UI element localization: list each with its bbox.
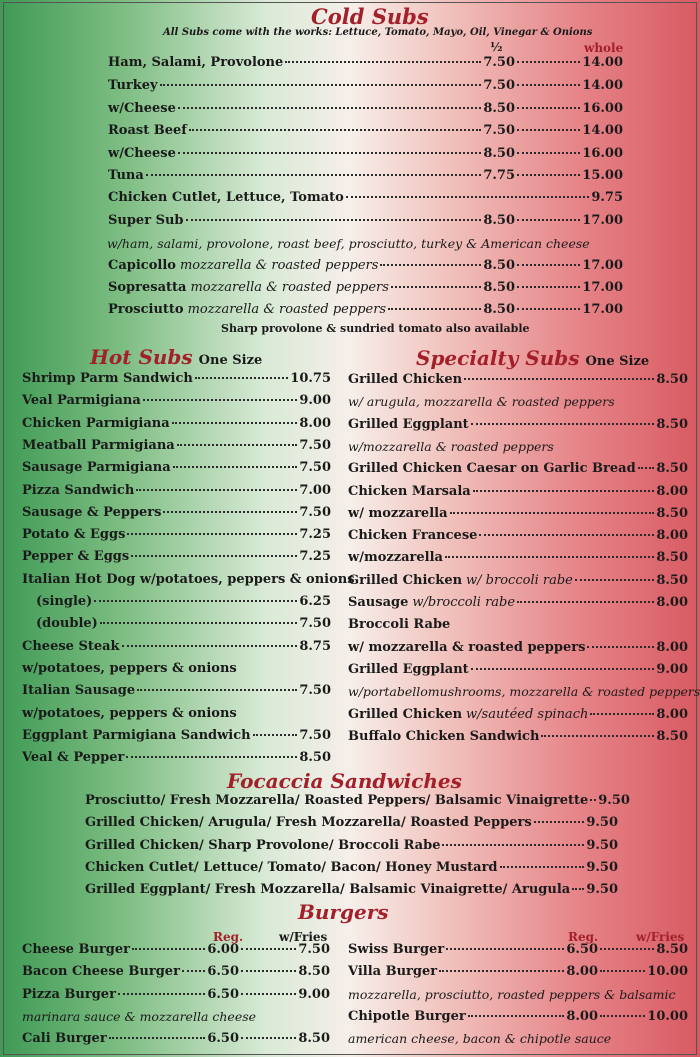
menu-item (22, 683, 331, 703)
fries-price: 8.50 (298, 964, 330, 980)
dot-leader (100, 622, 298, 624)
super-sub-desc: w/ham, salami, provolone, roast beef, prosciutto, turkey & American cheese (107, 236, 590, 251)
item-price: 9.50 (586, 837, 618, 853)
burger-description: mozzarella, prosciutto, roasted peppers & balsamic (348, 986, 676, 1002)
hot-subs-title-text: Hot Subs (90, 345, 193, 369)
reg-price: 8.00 (566, 964, 598, 980)
reg-price: 6.50 (207, 986, 239, 1002)
menu-item (22, 571, 355, 592)
cold-sub-item (108, 302, 515, 322)
menu-item (22, 416, 331, 436)
burger-fries (239, 987, 330, 1007)
item-name: w/mozzarella (348, 550, 443, 566)
item-price: 7.50 (299, 616, 331, 632)
menu-item (85, 838, 618, 858)
item-price: 8.00 (656, 706, 688, 722)
item-price: 8.50 (656, 505, 688, 521)
item-name: Grilled Chicken Caesar on Garlic Bread (348, 461, 636, 477)
cold-sub-whole (515, 213, 623, 233)
dot-leader (388, 308, 481, 310)
item-name: Cheese Burger (22, 942, 130, 957)
dot-leader (445, 556, 654, 558)
item-name: Grilled Chicken (348, 706, 463, 722)
menu-item (348, 640, 688, 660)
menu-item (36, 594, 331, 614)
menu-item (22, 371, 331, 391)
dot-leader (195, 377, 288, 379)
dot-leader (177, 444, 298, 446)
menu-item (22, 728, 331, 748)
burger-item (22, 942, 239, 962)
dot-leader (241, 970, 296, 972)
cold-sub-whole (515, 101, 623, 121)
reg-price: 6.00 (207, 942, 239, 957)
cold-sub-whole (515, 123, 623, 143)
burger-item (22, 987, 239, 1007)
dot-leader (285, 61, 481, 63)
menu-item (22, 706, 331, 726)
item-name: Prosciutto (108, 302, 184, 317)
item-name: Chicken Marsala (348, 483, 471, 499)
dot-leader (163, 511, 297, 513)
dot-leader (131, 555, 297, 557)
cold-sub-item (108, 55, 515, 75)
col-half-label: ½ (490, 40, 503, 54)
whole-price: 15.00 (582, 168, 623, 183)
item-name: Pepper & Eggs (22, 549, 130, 565)
dot-leader (517, 601, 654, 603)
item-name: Roast Beef (108, 123, 187, 138)
dot-leader (479, 534, 654, 536)
burger-item (348, 942, 598, 962)
item-name: Pizza Sandwich (22, 482, 135, 498)
dot-leader (517, 286, 580, 288)
item-description: w/mozzarella & roasted peppers (348, 438, 554, 454)
item-name: w/ mozzarella & roasted peppers (348, 639, 586, 655)
menu-item (22, 460, 331, 480)
item-price: 9.00 (299, 393, 331, 409)
dot-leader (182, 970, 205, 972)
menu-item (22, 505, 331, 525)
item-name: Sausage Parmigiana (22, 460, 171, 476)
menu-item (85, 793, 630, 813)
half-price: 8.50 (483, 302, 515, 317)
menu-item (36, 616, 331, 636)
burgers-right-reg-label: Reg. (568, 930, 599, 944)
dot-leader (590, 713, 654, 715)
cold-sub-item (108, 78, 515, 98)
menu-item (348, 595, 688, 615)
dot-leader (391, 286, 481, 288)
dot-leader (450, 512, 655, 514)
cold-subs-title: Cold Subs (311, 4, 429, 29)
dot-leader (189, 129, 481, 131)
item-price: 7.50 (299, 437, 331, 453)
specialty-subs-title (416, 346, 649, 370)
item-price: 8.00 (656, 639, 688, 655)
menu-item (85, 815, 618, 835)
half-price: 8.50 (483, 101, 515, 116)
burgers-title: Burgers (298, 900, 389, 924)
burger-fries (598, 1009, 688, 1029)
dot-leader (534, 821, 585, 823)
menu-item (22, 438, 331, 458)
item-name: Shrimp Parm Sandwich (22, 371, 193, 386)
dot-leader (173, 466, 298, 468)
item-name: Broccoli Rabe (348, 617, 451, 633)
item-name: w/Cheese (108, 146, 176, 161)
specialty-subs-title-text: Specialty Subs (416, 346, 580, 370)
item-name: Grilled Chicken/ Sharp Provolone/ Broccoli Rabe (85, 837, 441, 853)
item-price: 8.50 (656, 550, 688, 566)
whole-price: 14.00 (582, 78, 623, 93)
item-price: 7.25 (299, 527, 331, 543)
item-name: Grilled Eggplant (348, 416, 469, 432)
item-name: Super Sub (108, 213, 184, 228)
dot-leader (517, 107, 580, 109)
item-description: mozzarella & roasted peppers (179, 258, 379, 273)
dot-leader (136, 489, 297, 491)
item-price: 8.50 (656, 728, 688, 744)
item-price: 8.50 (656, 461, 688, 477)
menu-item (22, 527, 331, 547)
focaccia-title: Focaccia Sandwiches (227, 769, 462, 793)
cold-sub-item (108, 190, 623, 210)
item-name: Veal Parmigiana (22, 393, 141, 409)
item-name: Sopresatta (108, 280, 187, 295)
item-name: Swiss Burger (348, 942, 445, 957)
burger-item (22, 964, 239, 984)
half-price: 8.50 (483, 213, 515, 228)
dot-leader (517, 308, 580, 310)
cold-sub-item (108, 280, 515, 300)
dot-leader (137, 689, 297, 691)
dot-leader (118, 993, 205, 995)
item-name: (double) (36, 616, 98, 632)
col-whole-label: whole (584, 41, 624, 55)
item-name: Tuna (108, 168, 144, 183)
item-description: mozzarella & roasted peppers (187, 302, 387, 317)
item-price: 7.50 (299, 683, 331, 699)
dot-leader (638, 467, 655, 469)
dot-leader (464, 378, 654, 380)
dot-leader (346, 196, 590, 198)
dot-leader (146, 174, 482, 176)
burger-fries (598, 942, 688, 962)
item-price: 8.50 (299, 750, 331, 766)
item-name: Italian Sausage (22, 683, 136, 699)
whole-price: 17.00 (582, 302, 623, 317)
item-name: Chicken Parmigiana (22, 415, 170, 431)
menu-item (348, 662, 688, 682)
fries-price: 10.00 (647, 964, 688, 980)
menu-item (22, 639, 331, 659)
whole-price: 17.00 (582, 280, 623, 295)
dot-leader (241, 948, 296, 950)
burgers-left-fries-label: w/Fries (279, 930, 328, 944)
burger-fries (239, 942, 330, 962)
dot-leader (380, 264, 481, 266)
item-name: Italian Hot Dog w/potatoes, peppers & onions (22, 571, 355, 587)
dot-leader (517, 152, 580, 154)
menu-item (348, 484, 688, 504)
fries-price: 8.50 (656, 942, 688, 957)
item-price: 7.50 (299, 460, 331, 476)
item-name: Sausage (348, 595, 409, 610)
item-name: Villa Burger (348, 964, 438, 980)
item-price: 9.50 (586, 882, 618, 898)
item-name: Bacon Cheese Burger (22, 964, 180, 980)
cold-sub-item (108, 123, 515, 143)
item-name: Buffalo Chicken Sandwich (348, 728, 540, 744)
half-price: 8.50 (483, 280, 515, 295)
menu-item (348, 707, 688, 727)
dot-leader (471, 423, 655, 425)
item-name: Chipotle Burger (348, 1008, 466, 1024)
dot-leader (241, 993, 296, 995)
burgers-right-fries-label: w/Fries (636, 930, 685, 944)
item-name: w/Cheese (108, 101, 176, 116)
reg-price: 8.00 (566, 1008, 598, 1024)
item-name: (single) (36, 594, 93, 609)
item-name: Chicken Cutlet/ Lettuce/ Tomato/ Bacon/ Honey Mustard (85, 859, 498, 875)
item-name: Chicken Cutlet, Lettuce, Tomato (108, 190, 344, 205)
dot-leader (517, 84, 580, 86)
fries-price: 8.50 (298, 1031, 330, 1047)
cold-sub-item (108, 258, 515, 278)
dot-leader (517, 174, 580, 176)
reg-price: 6.50 (207, 1031, 239, 1047)
item-price: 9.00 (656, 661, 688, 677)
burger-item (22, 1031, 239, 1051)
dot-leader (172, 422, 298, 424)
item-price: 9.50 (586, 859, 618, 875)
item-description: w/ broccoli rabe (466, 572, 573, 588)
item-name: Grilled Eggplant/ Fresh Mozzarella/ Balsamic Vinaigrette/ Arugula (85, 882, 571, 898)
dot-leader (590, 799, 596, 801)
menu-item (348, 461, 688, 481)
item-price: 7.50 (299, 504, 331, 520)
cold-sub-whole (515, 168, 623, 188)
item-price: 8.50 (656, 372, 688, 387)
menu-item (22, 661, 331, 681)
burger-fries (598, 964, 688, 984)
dot-leader (122, 645, 298, 647)
fries-price: 7.50 (298, 942, 330, 957)
item-price: 8.50 (656, 572, 688, 588)
dot-leader (600, 948, 654, 950)
menu-item (348, 573, 688, 593)
half-price: 8.50 (483, 258, 515, 273)
item-price: 8.00 (656, 595, 688, 610)
menu-item (348, 506, 688, 526)
half-price: 7.50 (483, 123, 515, 138)
cold-subs-footnote: Sharp provolone & sundried tomato also available (221, 322, 530, 335)
cold-subs-subtitle: All Subs come with the works: Lettuce, Tomato, Mayo, Oil, Vinegar & Onions (163, 27, 593, 38)
dot-leader (253, 734, 298, 736)
dot-leader (517, 219, 580, 221)
half-price: 7.50 (483, 55, 515, 70)
half-price: 7.50 (483, 78, 515, 93)
dot-leader (94, 600, 297, 602)
item-price: 6.25 (299, 594, 331, 609)
dot-leader (186, 219, 482, 221)
cold-sub-whole (515, 258, 623, 278)
half-price: 7.75 (483, 168, 515, 183)
item-price: 8.75 (299, 638, 331, 654)
item-price: 9.50 (586, 815, 618, 831)
half-price: 8.50 (483, 146, 515, 161)
cold-sub-whole (515, 146, 623, 166)
item-price: 7.50 (299, 727, 331, 743)
item-price: 9.50 (598, 793, 630, 808)
cold-sub-whole (515, 302, 623, 322)
reg-price: 6.50 (207, 964, 239, 980)
dot-leader (132, 948, 205, 950)
whole-price: 16.00 (582, 146, 623, 161)
item-description: w/broccoli rabe (412, 595, 516, 610)
dot-leader (572, 888, 584, 890)
item-name: Pizza Burger (22, 986, 116, 1002)
item-name: Chicken Francese (348, 528, 478, 544)
cold-sub-whole (515, 55, 623, 75)
whole-price: 14.00 (582, 55, 623, 70)
item-name: Grilled Chicken (348, 372, 463, 387)
item-price: 10.75 (290, 371, 331, 386)
burger-item (348, 1009, 598, 1029)
item-price: 8.00 (299, 415, 331, 431)
cold-sub-item (108, 213, 515, 233)
whole-price: 14.00 (582, 123, 623, 138)
burgers-left-reg-label: Reg. (213, 930, 244, 944)
burger-fries (239, 1031, 330, 1051)
item-name: Eggplant Parmigiana Sandwich (22, 727, 251, 743)
whole-price: 17.00 (582, 213, 623, 228)
specialty-subs-size: One Size (585, 354, 650, 369)
item-name: Sausage & Peppers (22, 504, 162, 520)
burger-item (348, 964, 598, 984)
item-name: Veal & Pepper (22, 750, 125, 766)
menu-item (348, 617, 688, 637)
menu-item (348, 729, 688, 749)
item-price: 8.50 (656, 416, 688, 432)
item-name: Potato & Eggs (22, 527, 126, 543)
dot-leader (600, 1015, 645, 1017)
item-name: Capicollo (108, 258, 176, 273)
reg-price: 6.50 (566, 942, 598, 957)
cold-sub-item (108, 101, 515, 121)
menu-item (22, 483, 331, 503)
item-name: Cali Burger (22, 1031, 107, 1047)
menu-item (22, 750, 331, 770)
cold-sub-whole (515, 78, 623, 98)
menu-item (348, 528, 688, 548)
item-description: mozzarella & roasted peppers (190, 280, 389, 295)
item-description: w/ arugula, mozzarella & roasted peppers (348, 394, 615, 410)
dot-leader (241, 1037, 296, 1039)
item-name: w/potatoes, peppers & onions (22, 705, 237, 721)
item-price: 7.25 (299, 549, 331, 565)
dot-leader (178, 107, 481, 109)
item-name: Prosciutto/ Fresh Mozzarella/ Roasted Peppers/ Balsamic Vinaigrette (85, 793, 589, 808)
dot-leader (126, 756, 297, 758)
dot-leader (468, 1015, 565, 1017)
menu-item (22, 549, 331, 569)
item-name: Grilled Eggplant (348, 661, 469, 677)
dot-leader (500, 866, 585, 868)
dot-leader (442, 844, 584, 846)
menu-item (348, 417, 688, 437)
item-description: w/portabellomushrooms, mozzarella & roasted peppers (348, 684, 700, 700)
fries-price: 9.00 (298, 986, 330, 1002)
cold-sub-whole (515, 280, 623, 300)
item-name: Turkey (108, 78, 158, 93)
dot-leader (160, 84, 482, 86)
item-price: 7.00 (299, 482, 331, 498)
menu-item (348, 372, 688, 392)
dot-leader (517, 129, 580, 131)
fries-price: 10.00 (647, 1008, 688, 1024)
dot-leader (517, 61, 580, 63)
cold-sub-item (108, 168, 515, 188)
dot-leader (541, 735, 654, 737)
item-name: Grilled Chicken (348, 572, 463, 588)
cold-sub-item (108, 146, 515, 166)
item-name: w/ mozzarella (348, 505, 448, 521)
item-name: w/potatoes, peppers & onions (22, 660, 237, 676)
dot-leader (473, 490, 655, 492)
hot-subs-title (90, 345, 262, 369)
dot-leader (446, 948, 564, 950)
dot-leader (178, 152, 481, 154)
dot-leader (587, 646, 654, 648)
whole-price: 17.00 (582, 258, 623, 273)
item-name: Meatball Parmigiana (22, 437, 175, 453)
whole-price: 9.75 (591, 190, 623, 205)
item-description: w/sautéed spinach (466, 706, 589, 722)
hot-subs-size: One Size (198, 353, 263, 368)
menu-item (85, 860, 618, 880)
dot-leader (109, 1037, 206, 1039)
burger-fries (239, 964, 330, 984)
item-name: Grilled Chicken/ Arugula/ Fresh Mozzarella/ Roasted Peppers (85, 815, 532, 831)
whole-price: 16.00 (582, 101, 623, 116)
burger-description: marinara sauce & mozzarella cheese (22, 1008, 257, 1024)
dot-leader (439, 970, 564, 972)
dot-leader (517, 264, 580, 266)
item-name: Cheese Steak (22, 638, 120, 654)
item-price: 8.00 (656, 528, 688, 544)
menu-item (22, 393, 331, 413)
dot-leader (600, 970, 645, 972)
menu-item (348, 550, 688, 570)
dot-leader (471, 668, 655, 670)
dot-leader (127, 533, 297, 535)
dot-leader (575, 579, 654, 581)
item-price: 8.00 (656, 483, 688, 499)
burger-description: american cheese, bacon & chipotle sauce (348, 1031, 612, 1047)
dot-leader (143, 399, 298, 401)
item-name: Ham, Salami, Provolone (108, 55, 284, 70)
